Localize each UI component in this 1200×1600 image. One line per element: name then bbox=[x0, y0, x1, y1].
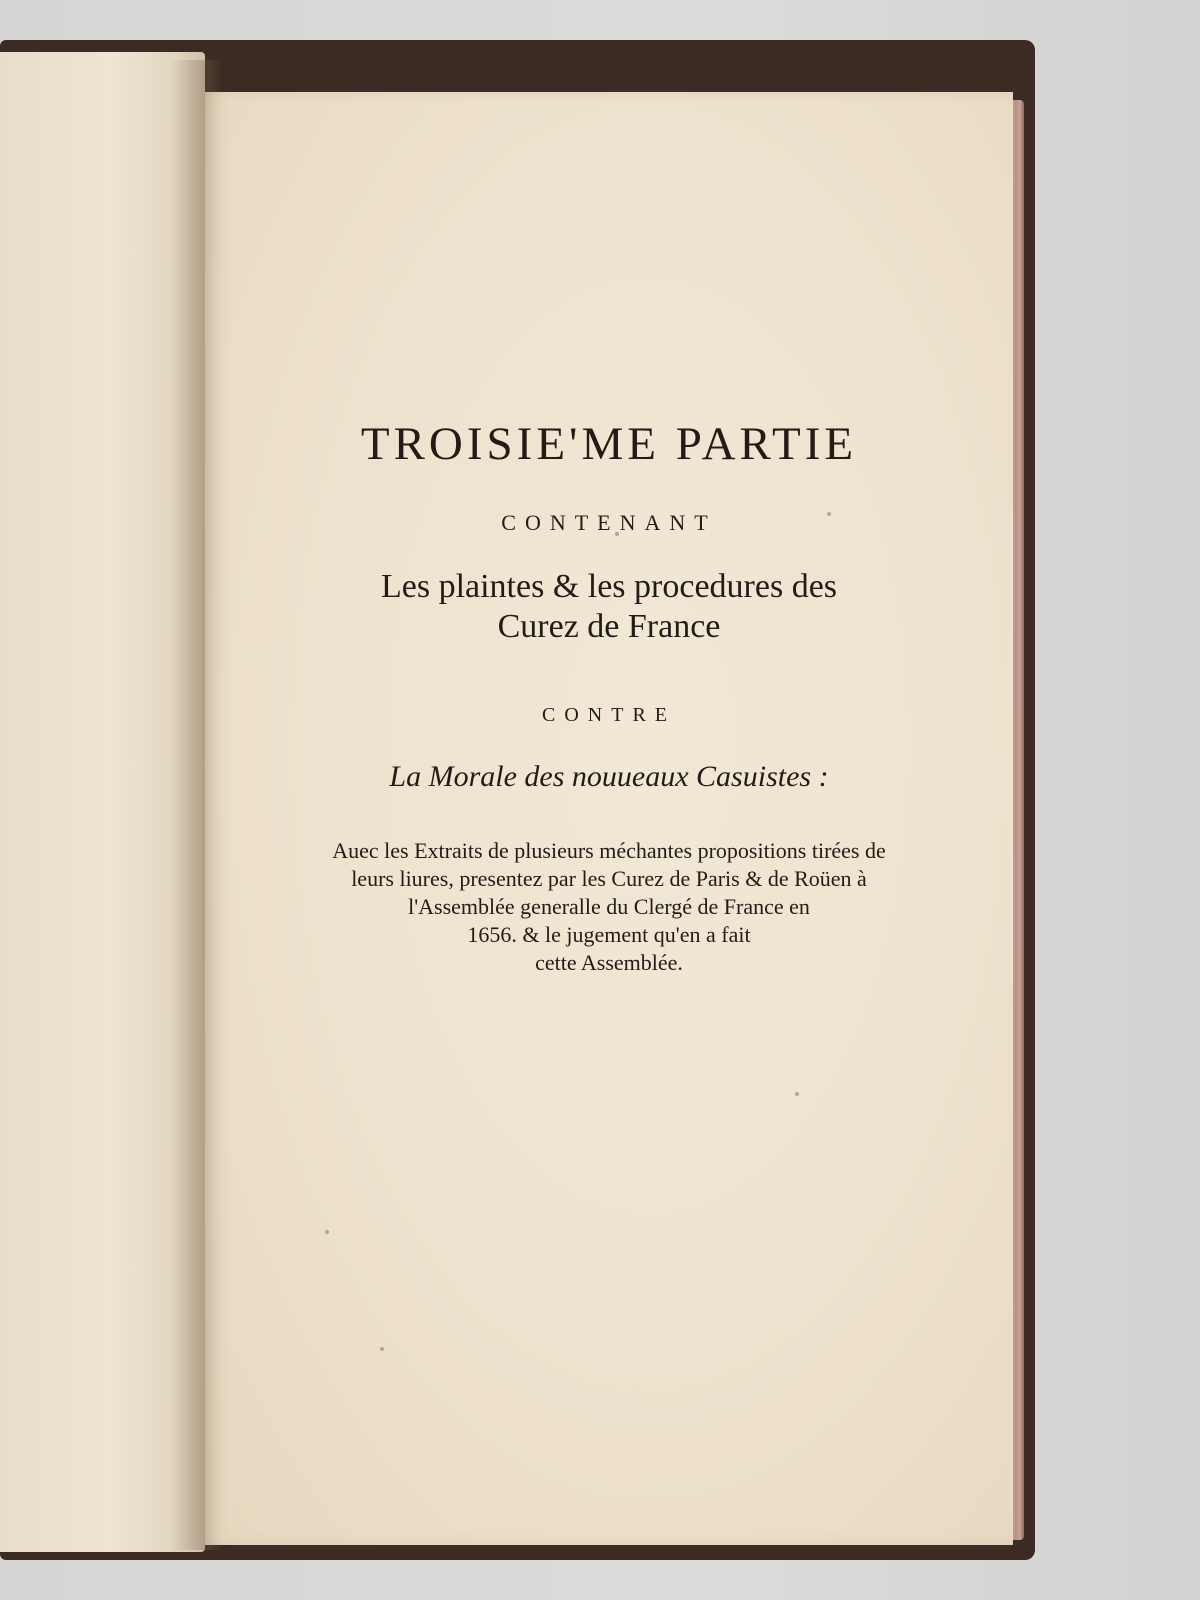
avec-line: cette Assemblée. bbox=[535, 950, 683, 975]
plaintes-line: Curez de France bbox=[497, 608, 721, 645]
title-page bbox=[205, 92, 1013, 1545]
paper-speck bbox=[380, 1347, 384, 1351]
avec-line: leurs liures, presentez par les Curez de Paris & de Roüen à bbox=[351, 866, 867, 891]
paper-speck bbox=[795, 1092, 799, 1096]
avec-paragraph bbox=[205, 837, 1013, 977]
avec-line: l'Assemblée generalle du Clergé de France en bbox=[408, 894, 810, 919]
avec-line: Auec les Extraits de plusieurs méchantes propositions tirées de bbox=[332, 838, 886, 863]
contenant-heading: CONTENANT bbox=[501, 510, 717, 535]
morale-subtitle: La Morale des nouueaux Casuistes : bbox=[389, 760, 829, 793]
page-title: TROISIE'ME PARTIE bbox=[360, 418, 858, 470]
plaintes-line: Les plaintes & les procedures des bbox=[380, 568, 838, 605]
paper-speck bbox=[325, 1230, 329, 1234]
avec-line: 1656. & le jugement qu'en a fait bbox=[467, 922, 751, 947]
plaintes-text bbox=[205, 567, 1013, 647]
contre-heading: CONTRE bbox=[542, 704, 676, 726]
